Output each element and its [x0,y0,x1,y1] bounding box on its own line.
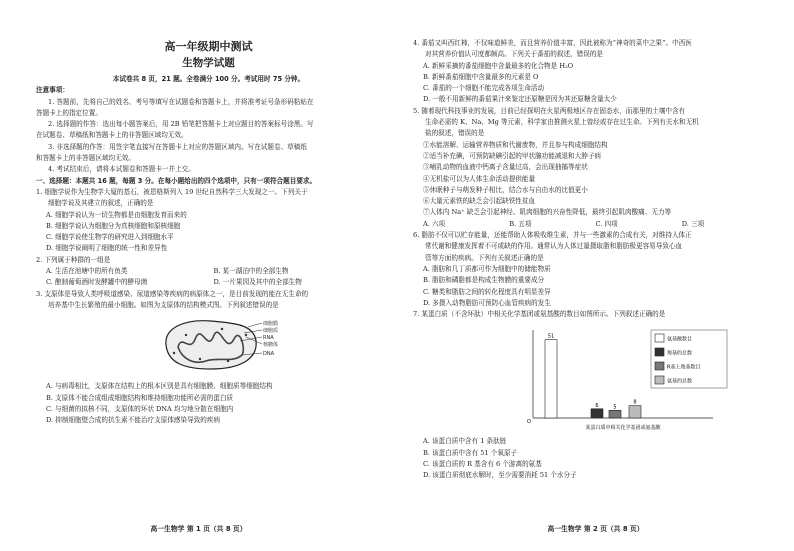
bar-value-label-1: 6 [595,403,599,410]
page-footer: 高一生物学 第 1 页（共 8 页） [150,525,247,533]
q4-option-a: A. 新鲜采摘的番茄细胞中含量最多的化合物是 H₂O [423,61,574,70]
q5-item: ②适当补充碘，可预防缺碘引起的甲状腺功能减退和大脖子病 [423,151,602,160]
exam-subtitle: 生物学试题 [182,57,235,69]
page-footer: 高一生物学 第 2 页（共 8 页） [547,525,644,533]
legend-swatch-2 [655,362,664,370]
legend-swatch-3 [655,376,664,384]
ribosome-dot [227,360,229,362]
q5-option-c: C. 四项 [595,219,618,228]
q5-item: ④无机盐可以为人体生命活动提供能量 [423,174,536,183]
notice-heading: 注意事项： [36,86,69,95]
q5-option-d: D. 三项 [681,219,705,228]
notice-line: 和答题卡上的非答题区域均无效。 [36,154,135,163]
q5-item: ⑤休眠种子与萌发种子相比，结合水与自由水的比值更小 [423,185,588,194]
label-dna: DNA [263,351,275,358]
label-cytoplasm: 细胞质 [263,328,279,335]
q2-option-b: B. 某一湖泊中的全部生物 [213,267,289,276]
legend-label-2: R基上羧基数目 [667,364,701,371]
q3-stem: 3. 支原体是导致人类呼吸道感染、尿道感染等疾病的病原体之一，是目前发现的能在无生命的 [36,289,309,298]
q5-stem: 盐的叙述，错误的是 [425,129,485,138]
bar-value-label-0: 51 [547,334,555,341]
q6-stem: 管等方面的疾病。下列有关叙述正确的是 [425,253,544,262]
notice-line: 答题卡上的指定位置。 [36,108,102,117]
bar-value-label-2: 5 [613,404,617,411]
q6-stem: 6. 脂肪不仅可以贮存能量，还能帮助人体吸收维生素，并与一些激素的合成有关，对维持人体正 [413,231,692,240]
mycoplasma-diagram [156,315,381,377]
q1-option-c: C. 细胞学说使生物学的研究进入到细胞水平 [46,233,174,242]
ribosome-dot [221,328,223,330]
q3-option-a: A. 与病毒相比，支原体在结构上的根本区别是具有细胞膜、细胞质等细胞结构 [46,382,273,391]
q4-option-b: B. 新鲜番茄细胞中含量最多的元素是 O [423,72,539,81]
ribosome-dot [245,334,247,336]
q2-stem: 2. 下列属于种群的一组是 [36,255,111,264]
ribosome-dot [199,358,201,360]
q7-option-b: B. 该蛋白质中含有 51 个氧原子 [423,448,518,457]
q4-stem: 4. 番茄又叫西红柿，不仅味道鲜美，而且营养价值丰富，因此被称为“神奇的菜中之果”。中西医 [413,39,692,47]
q7-option-d: D. 该蛋白质彻底水解时，至少需要消耗 51 个水分子 [423,471,577,480]
legend-label-1: 羧基的总数 [667,350,693,357]
bar-1 [591,409,603,418]
q7-option-c: C. 该蛋白质的 R 基含有 6 个游离的氨基 [423,460,542,469]
exam-meta: 本试卷共 8 页，21 题。全卷满分 100 分。考试用时 75 分钟。 [112,75,305,83]
q6-option-a: A. 脂肪和几丁质都可作为细胞中的储能物质 [423,264,551,273]
q7-option-a: A. 该蛋白质中含有 1 条肽链 [423,437,507,446]
q5-stem: 5. 随着现代科技事业的发展，目前已经探明在火星两极地区存在固态水，而那里的土壤中含有 [413,106,686,115]
q7-stem: 7. 某蛋白质（不含环肽）中相关化学基团或氨基酸的数目如图所示。下列叙述正确的是 [413,310,666,319]
label-cell-membrane: 细胞膜 [263,321,279,328]
ribosome-dot [173,352,175,354]
q5-stem: 生命必需的 K、Na、Mg 等元素，科学家由推测火星上曾经或存在过生命。下列有关水和无机 [425,118,699,127]
notice-line: 4. 考试结束后，请将本试题卷和答题卡一并上交。 [48,165,195,174]
q6-option-b: B. 脂肪和磷脂都是构成生物膜的重要成分 [423,276,545,285]
q3-option-c: C. 与细菌的拟核不同，支原体的环状 DNA 均匀地分散在细胞内 [46,404,234,413]
q6-stem: 常代谢和健康发挥着不可或缺的作用。通常认为人体过量摄取脂和脂肪极更容易导致心血 [425,242,683,251]
section-heading: 一、选择题：本题共 16 题，每题 3 分。在每小题给出的四个选项中，只有一项符合题目要求。 [36,176,317,185]
q4-stem: 对其营养价值认可度都颇高。下列关于番茄的叙述，错误的是 [425,50,604,59]
legend-swatch-0 [655,334,664,342]
origin-label: O [527,419,531,426]
q2-option-d: D. 一片果园及其中的全部生物 [213,278,302,287]
q5-option-b: B. 五项 [509,219,532,228]
q4-option-d: D. 一般不用新鲜的番茄果汁来鉴定还原糖是因为其还原糖含量太少 [423,95,617,104]
bar-3 [629,406,641,418]
q6-option-c: C. 糖类和脂肪之间的转化程度具有明显差异 [423,287,551,296]
q2-option-a: A. 生活在池塘中的所有鱼类 [46,267,128,276]
page-right [397,0,794,551]
legend-label-3: 氨基的总数 [667,378,693,385]
bar-chart-svg [423,322,753,434]
q4-option-c: C. 番茄的一个细胞不能完成各项生命活动 [423,84,545,93]
q5-option-a: A. 六项 [423,219,446,228]
legend-swatch-1 [655,348,664,356]
notice-line: 3. 非选择题的作答：用签字笔直接写在答题卡上对应的答题区域内。写在试题卷、草稿纸 [48,142,307,151]
notice-line: 在试题卷、草稿纸和答题卡上的非答题区域均无效。 [36,131,188,140]
q6-option-d: D. 多摄入动物脂肪可预防心血管疾病的发生 [423,298,551,307]
q5-item: ①水能溶解、运输营养物质和代谢废物，并且参与构成细胞结构 [423,140,608,149]
notice-line: 2. 选择题的作答：选出每小题答案后，用 2B 铅笔把答题卡上对应题目的答案标号涂黑。写 [48,120,314,129]
notice-line: 1. 答题前，先将自己的姓名、考号等填写在试题卷和答题卡上，并将准考证号条形码粘贴在 [48,97,314,106]
exam-title: 高一年级期中测试 [164,40,253,53]
label-rna: RNA [263,335,274,342]
q2-option-c: C. 酿制葡萄酒时发酵罐中的酵母菌 [46,278,148,287]
q3-option-d: D. 抑制细胞壁合成的抗生素不能治疗支原体感染导致的疾病 [46,416,221,425]
x-axis-label: 某蛋白质中相关化学基团或氨基酸 [585,425,661,432]
q7-bar-chart [423,322,768,434]
q5-item: ③哺乳动物的血液中钙离子含量过高，会出现抽搐等症状 [423,163,588,172]
legend-label-0: 氨基酸数目 [667,336,693,343]
bar-value-label-3: 8 [633,400,637,407]
ribosome-dot [185,334,187,336]
q1-option-a: A. 细胞学说认为一切生物都是由细胞发育而来的 [46,210,187,219]
label-ribosome: 核糖体 [263,342,279,349]
q1-option-b: B. 细胞学说认为细胞分为真核细胞和原核细胞 [46,221,181,230]
q1-stem: 细胞学说及其建立的叙述，正确的是 [48,199,154,208]
q3-stem: 培养基中生长繁殖的最小细胞。如图为支原体的结构模式图。下列叙述错误的是 [48,300,279,309]
bar-2 [609,411,621,419]
q1-option-d: D. 细胞学说阐明了细胞的统一性和差异性 [46,244,168,253]
q5-item: ⑥大量元素铁的缺乏会引起缺铁性贫血 [423,197,536,206]
q3-option-b: B. 支原体不能合成组成细胞结构和维持细胞功能所必需的蛋白质 [46,393,234,402]
bar-0 [545,340,557,418]
q5-item: ⑦人体内 Na⁺ 缺乏会引起神经、肌肉细胞的兴奋性降低，最终引起肌肉酸痛、无力等 [423,208,672,217]
q1-stem: 1. 细胞学说作为生物学大厦的基石，被恩格斯列入 19 世纪自然科学三大发现之一。下列关于 [36,187,308,196]
